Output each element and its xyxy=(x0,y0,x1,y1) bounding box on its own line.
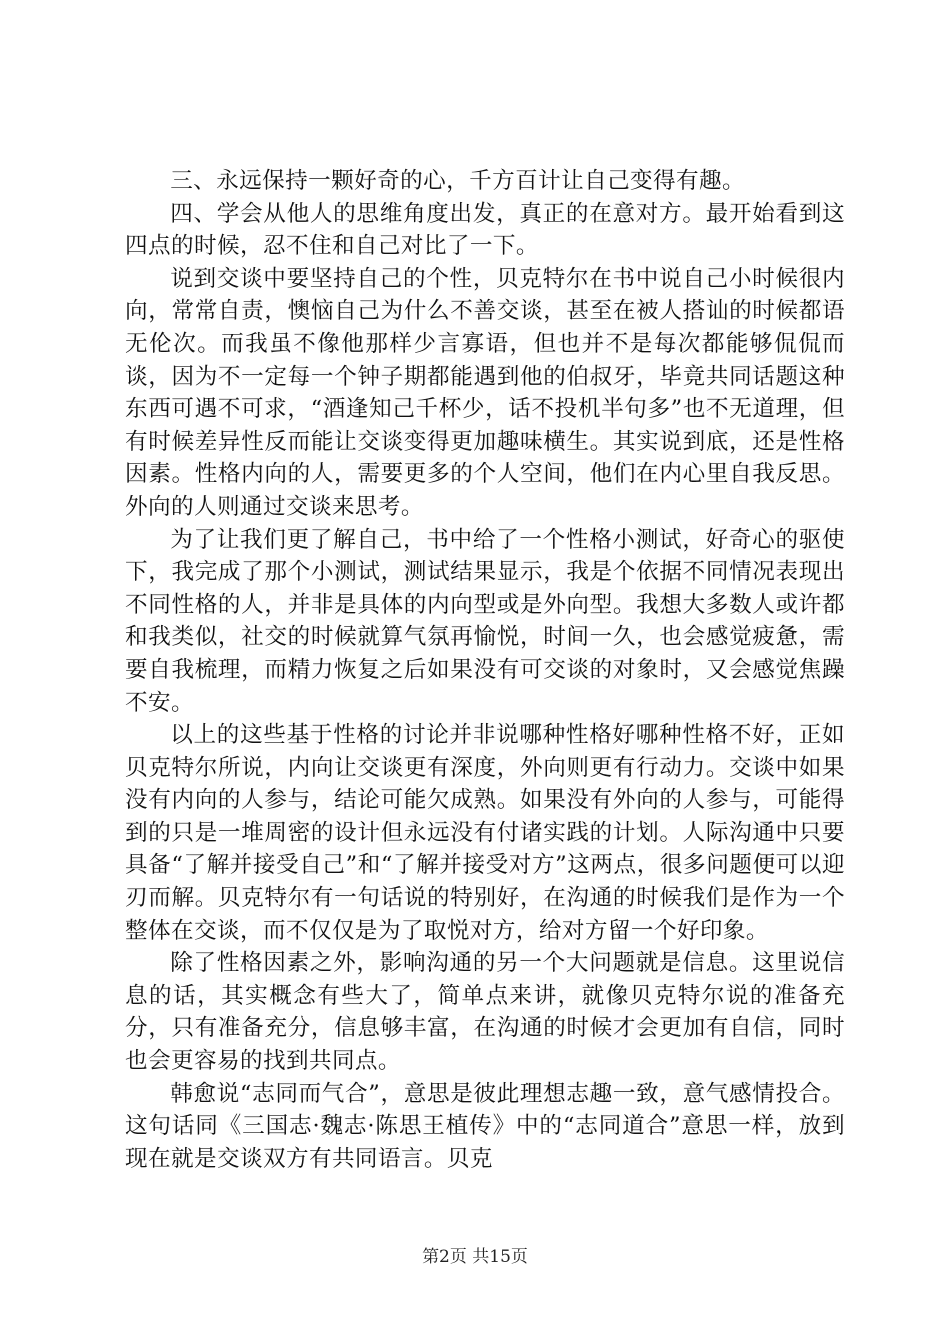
paragraph: 三、永远保持一颗好奇的心，千方百计让自己变得有趣。 xyxy=(170,168,746,194)
paragraph: 说到交谈中要坚持自己的个性，贝克特尔在书中说自己小时候很内向，常常自责，懊恼自己为什么不善交谈，甚至在被人搭讪的时候都语无伦次。而我虽不像他那样少言寡语，但也并不是每次都能够侃侃而谈，因为不一定每一个钟子期都能遇到他的伯叔牙，毕竟共同话题这种东西可遇不可求，“酒逢知己千杯少，话不投机半句多”也不无道理，但有时候差异性反而能让交谈变得更加趣味横生。其实说到底，还是性格因素。性格内向的人，需要更多的个人空间，他们在内心里自我反思。外向的人则通过交谈来思考。 xyxy=(125,265,845,520)
paragraph: 除了性格因素之外，影响沟通的另一个大问题就是信息。这里说信息的话，其实概念有些大了，简单点来讲，就像贝克特尔说的准备充分，只有准备充分，信息够丰富，在沟通的时候才会更加有自信，同时也会更容易的找到共同点。 xyxy=(125,950,845,1075)
page-number-footer: 第2页 共15页 xyxy=(422,1247,528,1267)
document-body xyxy=(125,165,845,1175)
paragraph: 为了让我们更了解自己，书中给了一个性格小测试，好奇心的驱使下，我完成了那个小测试，测试结果显示，我是个依据不同情况表现出不同性格的人，并非是具体的内向型或是外向型。我想大多数人或许都和我类似，社交的时候就算气氛再愉悦，时间一久，也会感觉疲惫，需要自我梳理，而精力恢复之后如果没有可交谈的对象时，又会感觉焦躁不安。 xyxy=(125,526,845,716)
paragraph: 以上的这些基于性格的讨论并非说哪种性格好哪种性格不好，正如贝克特尔所说，内向让交谈更有深度，外向则更有行动力。交谈中如果没有内向的人参与，结论可能欠成熟。如果没有外向的人参与，可能得到的只是一堆周密的设计但永远没有付诸实践的计划。人际沟通中只要具备“了解并接受自己”和“了解并接受对方”这两点，很多问题便可以迎刃而解。贝克特尔有一句话说的特别好，在沟通的时候我们是作为一个整体在交谈，而不仅仅是为了取悦对方，给对方留一个好印象。 xyxy=(125,722,845,944)
paragraph: 四、学会从他人的思维角度出发，真正的在意对方。最开始看到这四点的时候，忍不住和自己对比了一下。 xyxy=(125,200,845,260)
paragraph: 韩愈说“志同而气合”，意思是彼此理想志趣一致，意气感情投合。这句话同《三国志·魏志·陈思王植传》中的“志同道合”意思一样，放到现在就是交谈双方有共同语言。贝克 xyxy=(125,1080,845,1172)
